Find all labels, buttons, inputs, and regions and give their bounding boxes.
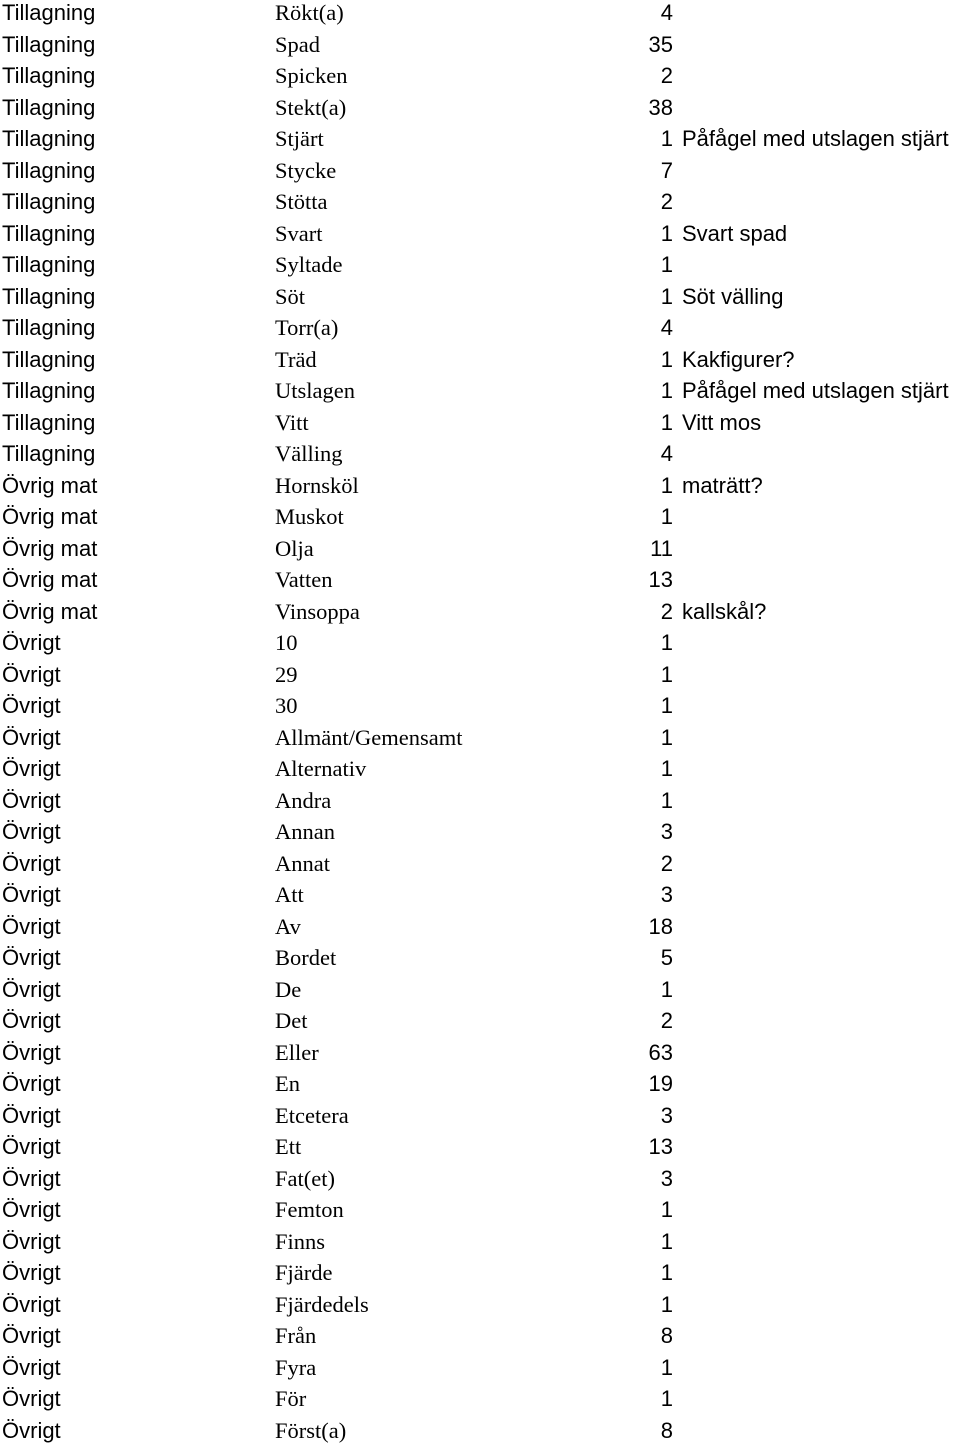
word-cell: Etcetera bbox=[275, 1103, 349, 1129]
category-cell: Övrigt bbox=[2, 1260, 61, 1286]
table-row bbox=[0, 189, 960, 221]
count-cell: 19 bbox=[560, 1071, 673, 1097]
table-row bbox=[0, 1197, 960, 1229]
count-cell: 38 bbox=[560, 95, 673, 121]
category-cell: Tillagning bbox=[2, 252, 95, 278]
table-row bbox=[0, 567, 960, 599]
table-row bbox=[0, 252, 960, 284]
count-cell: 1 bbox=[560, 788, 673, 814]
word-cell: Fyra bbox=[275, 1355, 316, 1381]
word-cell: Allmänt/Gemensamt bbox=[275, 725, 462, 751]
word-cell: Femton bbox=[275, 1197, 344, 1223]
count-cell: 1 bbox=[560, 1292, 673, 1318]
table-row bbox=[0, 0, 960, 32]
category-cell: Övrigt bbox=[2, 630, 61, 656]
table-row bbox=[0, 630, 960, 662]
category-cell: Övrigt bbox=[2, 914, 61, 940]
category-cell: Övrig mat bbox=[2, 536, 97, 562]
count-cell: 4 bbox=[560, 0, 673, 26]
count-cell: 3 bbox=[560, 1103, 673, 1129]
category-cell: Övrigt bbox=[2, 1418, 61, 1444]
category-cell: Övrigt bbox=[2, 1355, 61, 1381]
word-cell: Från bbox=[275, 1323, 316, 1349]
category-cell: Övrigt bbox=[2, 1292, 61, 1318]
category-cell: Övrigt bbox=[2, 1323, 61, 1349]
word-cell: 29 bbox=[275, 662, 298, 688]
category-cell: Tillagning bbox=[2, 410, 95, 436]
count-cell: 1 bbox=[560, 1229, 673, 1255]
table-row bbox=[0, 1260, 960, 1292]
category-cell: Övrigt bbox=[2, 725, 61, 751]
table-row bbox=[0, 63, 960, 95]
category-cell: Övrigt bbox=[2, 1103, 61, 1129]
count-cell: 8 bbox=[560, 1323, 673, 1349]
word-cell: Söt bbox=[275, 284, 305, 310]
count-cell: 1 bbox=[560, 378, 673, 404]
word-cell: 30 bbox=[275, 693, 298, 719]
table-row bbox=[0, 882, 960, 914]
word-cell: Annan bbox=[275, 819, 335, 845]
word-cell: Vitt bbox=[275, 410, 309, 436]
word-cell: Muskot bbox=[275, 504, 344, 530]
table-row bbox=[0, 914, 960, 946]
table-row bbox=[0, 1292, 960, 1324]
category-cell: Övrigt bbox=[2, 977, 61, 1003]
count-cell: 1 bbox=[560, 126, 673, 152]
table-row bbox=[0, 662, 960, 694]
word-cell: Utslagen bbox=[275, 378, 355, 404]
word-cell: Stycke bbox=[275, 158, 336, 184]
count-cell: 1 bbox=[560, 1386, 673, 1412]
count-cell: 1 bbox=[560, 473, 673, 499]
category-cell: Övrigt bbox=[2, 1386, 61, 1412]
count-cell: 2 bbox=[560, 1008, 673, 1034]
table-row bbox=[0, 851, 960, 883]
category-cell: Övrigt bbox=[2, 693, 61, 719]
table-row bbox=[0, 945, 960, 977]
table-row bbox=[0, 315, 960, 347]
word-cell: Hornsköl bbox=[275, 473, 359, 499]
category-cell: Övrigt bbox=[2, 1008, 61, 1034]
count-cell: 3 bbox=[560, 1166, 673, 1192]
count-cell: 1 bbox=[560, 1197, 673, 1223]
category-cell: Övrigt bbox=[2, 945, 61, 971]
table-row bbox=[0, 221, 960, 253]
category-cell: Övrigt bbox=[2, 882, 61, 908]
count-cell: 1 bbox=[560, 693, 673, 719]
category-cell: Övrigt bbox=[2, 1166, 61, 1192]
count-cell: 1 bbox=[560, 221, 673, 247]
category-cell: Övrigt bbox=[2, 1197, 61, 1223]
category-cell: Övrig mat bbox=[2, 567, 97, 593]
note-cell: Vitt mos bbox=[682, 410, 761, 436]
category-cell: Övrigt bbox=[2, 851, 61, 877]
count-cell: 35 bbox=[560, 32, 673, 58]
category-cell: Övrigt bbox=[2, 788, 61, 814]
table-row bbox=[0, 1103, 960, 1135]
word-cell: Stekt(a) bbox=[275, 95, 346, 121]
category-cell: Tillagning bbox=[2, 158, 95, 184]
count-cell: 4 bbox=[560, 315, 673, 341]
word-cell: Av bbox=[275, 914, 301, 940]
word-cell: Det bbox=[275, 1008, 308, 1034]
note-cell: kallskål? bbox=[682, 599, 766, 625]
count-cell: 4 bbox=[560, 441, 673, 467]
count-cell: 1 bbox=[560, 1260, 673, 1286]
word-cell: 10 bbox=[275, 630, 298, 656]
category-cell: Övrig mat bbox=[2, 599, 97, 625]
category-cell: Övrig mat bbox=[2, 504, 97, 530]
note-cell: maträtt? bbox=[682, 473, 763, 499]
count-cell: 1 bbox=[560, 410, 673, 436]
table-row bbox=[0, 378, 960, 410]
count-cell: 2 bbox=[560, 599, 673, 625]
note-cell: Kakfigurer? bbox=[682, 347, 795, 373]
note-cell: Svart spad bbox=[682, 221, 787, 247]
note-cell: Påfågel med utslagen stjärt bbox=[682, 126, 949, 152]
table-row bbox=[0, 1134, 960, 1166]
category-cell: Övrigt bbox=[2, 756, 61, 782]
word-cell: För bbox=[275, 1386, 306, 1412]
table-row bbox=[0, 1323, 960, 1355]
category-cell: Tillagning bbox=[2, 347, 95, 373]
word-cell: Välling bbox=[275, 441, 343, 467]
word-cell: Bordet bbox=[275, 945, 336, 971]
word-cell: Syltade bbox=[275, 252, 343, 278]
word-cell: Vinsoppa bbox=[275, 599, 360, 625]
word-cell: Att bbox=[275, 882, 304, 908]
count-cell: 2 bbox=[560, 851, 673, 877]
table-row bbox=[0, 504, 960, 536]
table-row bbox=[0, 126, 960, 158]
table-row bbox=[0, 32, 960, 64]
table-row bbox=[0, 788, 960, 820]
table-row bbox=[0, 1008, 960, 1040]
word-cell: Annat bbox=[275, 851, 330, 877]
table-row bbox=[0, 1040, 960, 1072]
count-cell: 1 bbox=[560, 1355, 673, 1381]
table-row bbox=[0, 1229, 960, 1261]
word-cell: Fjärdedels bbox=[275, 1292, 369, 1318]
count-cell: 7 bbox=[560, 158, 673, 184]
word-cell: Alternativ bbox=[275, 756, 366, 782]
category-cell: Övrigt bbox=[2, 1134, 61, 1160]
word-cell: Olja bbox=[275, 536, 314, 562]
count-cell: 1 bbox=[560, 284, 673, 310]
category-cell: Övrigt bbox=[2, 1071, 61, 1097]
word-cell: Fat(et) bbox=[275, 1166, 335, 1192]
count-cell: 5 bbox=[560, 945, 673, 971]
table-row bbox=[0, 977, 960, 1009]
category-cell: Tillagning bbox=[2, 189, 95, 215]
word-cell: En bbox=[275, 1071, 300, 1097]
category-cell: Tillagning bbox=[2, 441, 95, 467]
table-row bbox=[0, 1071, 960, 1103]
category-cell: Tillagning bbox=[2, 126, 95, 152]
table-row bbox=[0, 756, 960, 788]
table-row bbox=[0, 1418, 960, 1449]
category-cell: Övrigt bbox=[2, 1229, 61, 1255]
table-row bbox=[0, 441, 960, 473]
category-cell: Övrig mat bbox=[2, 473, 97, 499]
table-row bbox=[0, 1355, 960, 1387]
count-cell: 1 bbox=[560, 630, 673, 656]
category-cell: Övrigt bbox=[2, 662, 61, 688]
count-cell: 1 bbox=[560, 504, 673, 530]
word-cell: Vatten bbox=[275, 567, 332, 593]
category-cell: Tillagning bbox=[2, 378, 95, 404]
table-row bbox=[0, 1166, 960, 1198]
word-cell: Eller bbox=[275, 1040, 319, 1066]
word-cell: Rökt(a) bbox=[275, 0, 344, 26]
count-cell: 2 bbox=[560, 189, 673, 215]
word-cell: Finns bbox=[275, 1229, 325, 1255]
table-row bbox=[0, 725, 960, 757]
word-cell: Ett bbox=[275, 1134, 301, 1160]
word-cell: Spicken bbox=[275, 63, 348, 89]
table-row bbox=[0, 410, 960, 442]
table-row bbox=[0, 536, 960, 568]
count-cell: 1 bbox=[560, 977, 673, 1003]
category-cell: Tillagning bbox=[2, 0, 95, 26]
table-row bbox=[0, 284, 960, 316]
count-cell: 63 bbox=[560, 1040, 673, 1066]
note-cell: Söt välling bbox=[682, 284, 784, 310]
count-cell: 3 bbox=[560, 882, 673, 908]
word-cell: De bbox=[275, 977, 301, 1003]
category-cell: Tillagning bbox=[2, 221, 95, 247]
table-row bbox=[0, 473, 960, 505]
word-cell: Torr(a) bbox=[275, 315, 338, 341]
category-cell: Tillagning bbox=[2, 95, 95, 121]
category-cell: Övrigt bbox=[2, 819, 61, 845]
table-row bbox=[0, 95, 960, 127]
table-row bbox=[0, 693, 960, 725]
count-cell: 1 bbox=[560, 725, 673, 751]
category-cell: Tillagning bbox=[2, 315, 95, 341]
word-cell: Fjärde bbox=[275, 1260, 332, 1286]
table-row bbox=[0, 1386, 960, 1418]
word-cell: Stjärt bbox=[275, 126, 324, 152]
count-cell: 1 bbox=[560, 252, 673, 278]
count-cell: 1 bbox=[560, 756, 673, 782]
word-cell: Träd bbox=[275, 347, 317, 373]
category-cell: Tillagning bbox=[2, 284, 95, 310]
table-row bbox=[0, 347, 960, 379]
word-cell: Andra bbox=[275, 788, 331, 814]
category-cell: Tillagning bbox=[2, 32, 95, 58]
count-cell: 8 bbox=[560, 1418, 673, 1444]
count-cell: 13 bbox=[560, 1134, 673, 1160]
count-cell: 3 bbox=[560, 819, 673, 845]
table-row bbox=[0, 158, 960, 190]
word-cell: Stötta bbox=[275, 189, 328, 215]
table-row bbox=[0, 599, 960, 631]
category-cell: Övrigt bbox=[2, 1040, 61, 1066]
word-cell: Först(a) bbox=[275, 1418, 346, 1444]
count-cell: 13 bbox=[560, 567, 673, 593]
count-cell: 18 bbox=[560, 914, 673, 940]
category-cell: Tillagning bbox=[2, 63, 95, 89]
count-cell: 1 bbox=[560, 347, 673, 373]
count-cell: 1 bbox=[560, 662, 673, 688]
count-cell: 11 bbox=[560, 536, 673, 562]
table-row bbox=[0, 819, 960, 851]
count-cell: 2 bbox=[560, 63, 673, 89]
word-cell: Spad bbox=[275, 32, 320, 58]
note-cell: Påfågel med utslagen stjärt bbox=[682, 378, 949, 404]
word-cell: Svart bbox=[275, 221, 323, 247]
